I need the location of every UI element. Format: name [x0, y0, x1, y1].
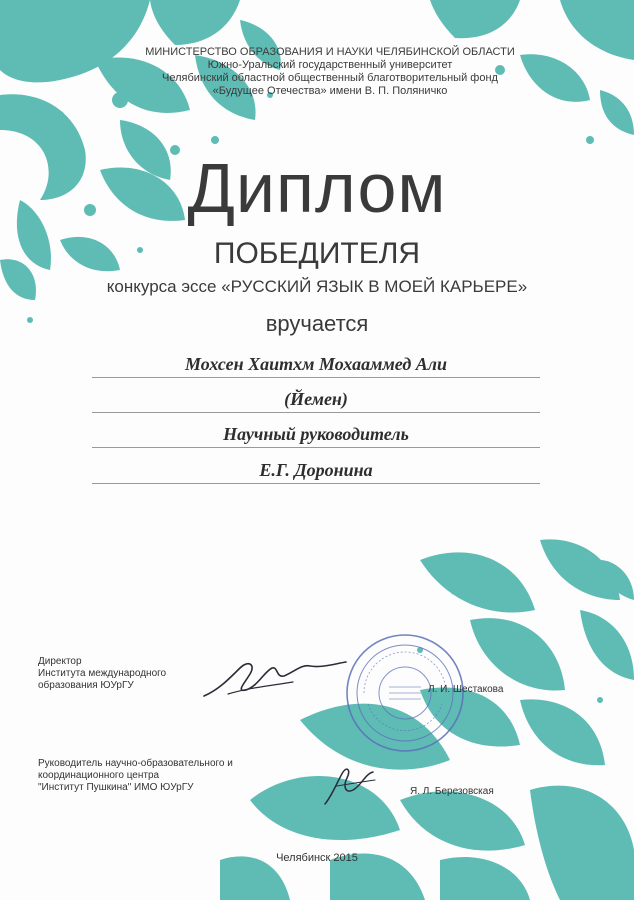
signatory-2-role-line: Руководитель научно-образовательного и — [38, 758, 233, 769]
diploma-title: Диплом — [187, 149, 447, 227]
recipient-name: Мохсен Хаитхм Мохааммед Али — [184, 354, 448, 374]
signature-2-image — [315, 760, 385, 810]
supervisor-label: Научный руководитель — [223, 424, 409, 444]
signatory-2-role-line: "Институт Пушкина" ИМО ЮУрГУ — [38, 782, 194, 793]
contest-name: конкурса эссе «РУССКИЙ ЯЗЫК В МОЕЙ КАРЬЕРЕ» — [106, 277, 528, 296]
underline — [92, 447, 540, 448]
underline — [92, 483, 540, 484]
diploma-subtitle: ПОБЕДИТЕЛЯ — [213, 237, 421, 270]
underline — [92, 377, 540, 378]
signatory-1-role-line: Института международного — [38, 668, 167, 679]
signatory-1-role-line: образования ЮУрГУ — [38, 680, 134, 691]
signature-1-image — [198, 650, 348, 710]
supervisor-name: Е.Г. Доронина — [259, 460, 373, 480]
supervisor-name-line — [92, 456, 540, 484]
org-university: Южно-Уральский государственный университет — [207, 59, 453, 71]
recipient-name-line — [92, 350, 540, 378]
underline — [92, 412, 540, 413]
org-ministry: МИНИСТЕРСТВО ОБРАЗОВАНИЯ И НАУКИ ЧЕЛЯБИНСКОЙ ОБЛАСТИ — [145, 46, 515, 58]
signatory-1-name: Л. И. Шестакова — [428, 684, 504, 695]
signatory-2-name: Я. Л. Березовская — [410, 786, 494, 797]
org-fund-name: «Будущее Отечества» имени В. П. Поляничко — [212, 85, 448, 97]
signatory-2-role — [38, 758, 233, 794]
supervisor-label-line — [92, 420, 540, 448]
awarded-label: вручается — [265, 311, 369, 336]
recipient-country-line — [92, 385, 540, 413]
signatory-1-role-line: Директор — [38, 656, 82, 667]
footer-city-year: Челябинск 2015 — [276, 852, 358, 864]
org-fund: Челябинский областной общественный благотворительный фонд — [162, 72, 498, 84]
signatory-1-role — [38, 656, 166, 692]
signatory-2-role-line: координационного центра — [38, 770, 160, 781]
recipient-country: (Йемен) — [284, 389, 348, 409]
